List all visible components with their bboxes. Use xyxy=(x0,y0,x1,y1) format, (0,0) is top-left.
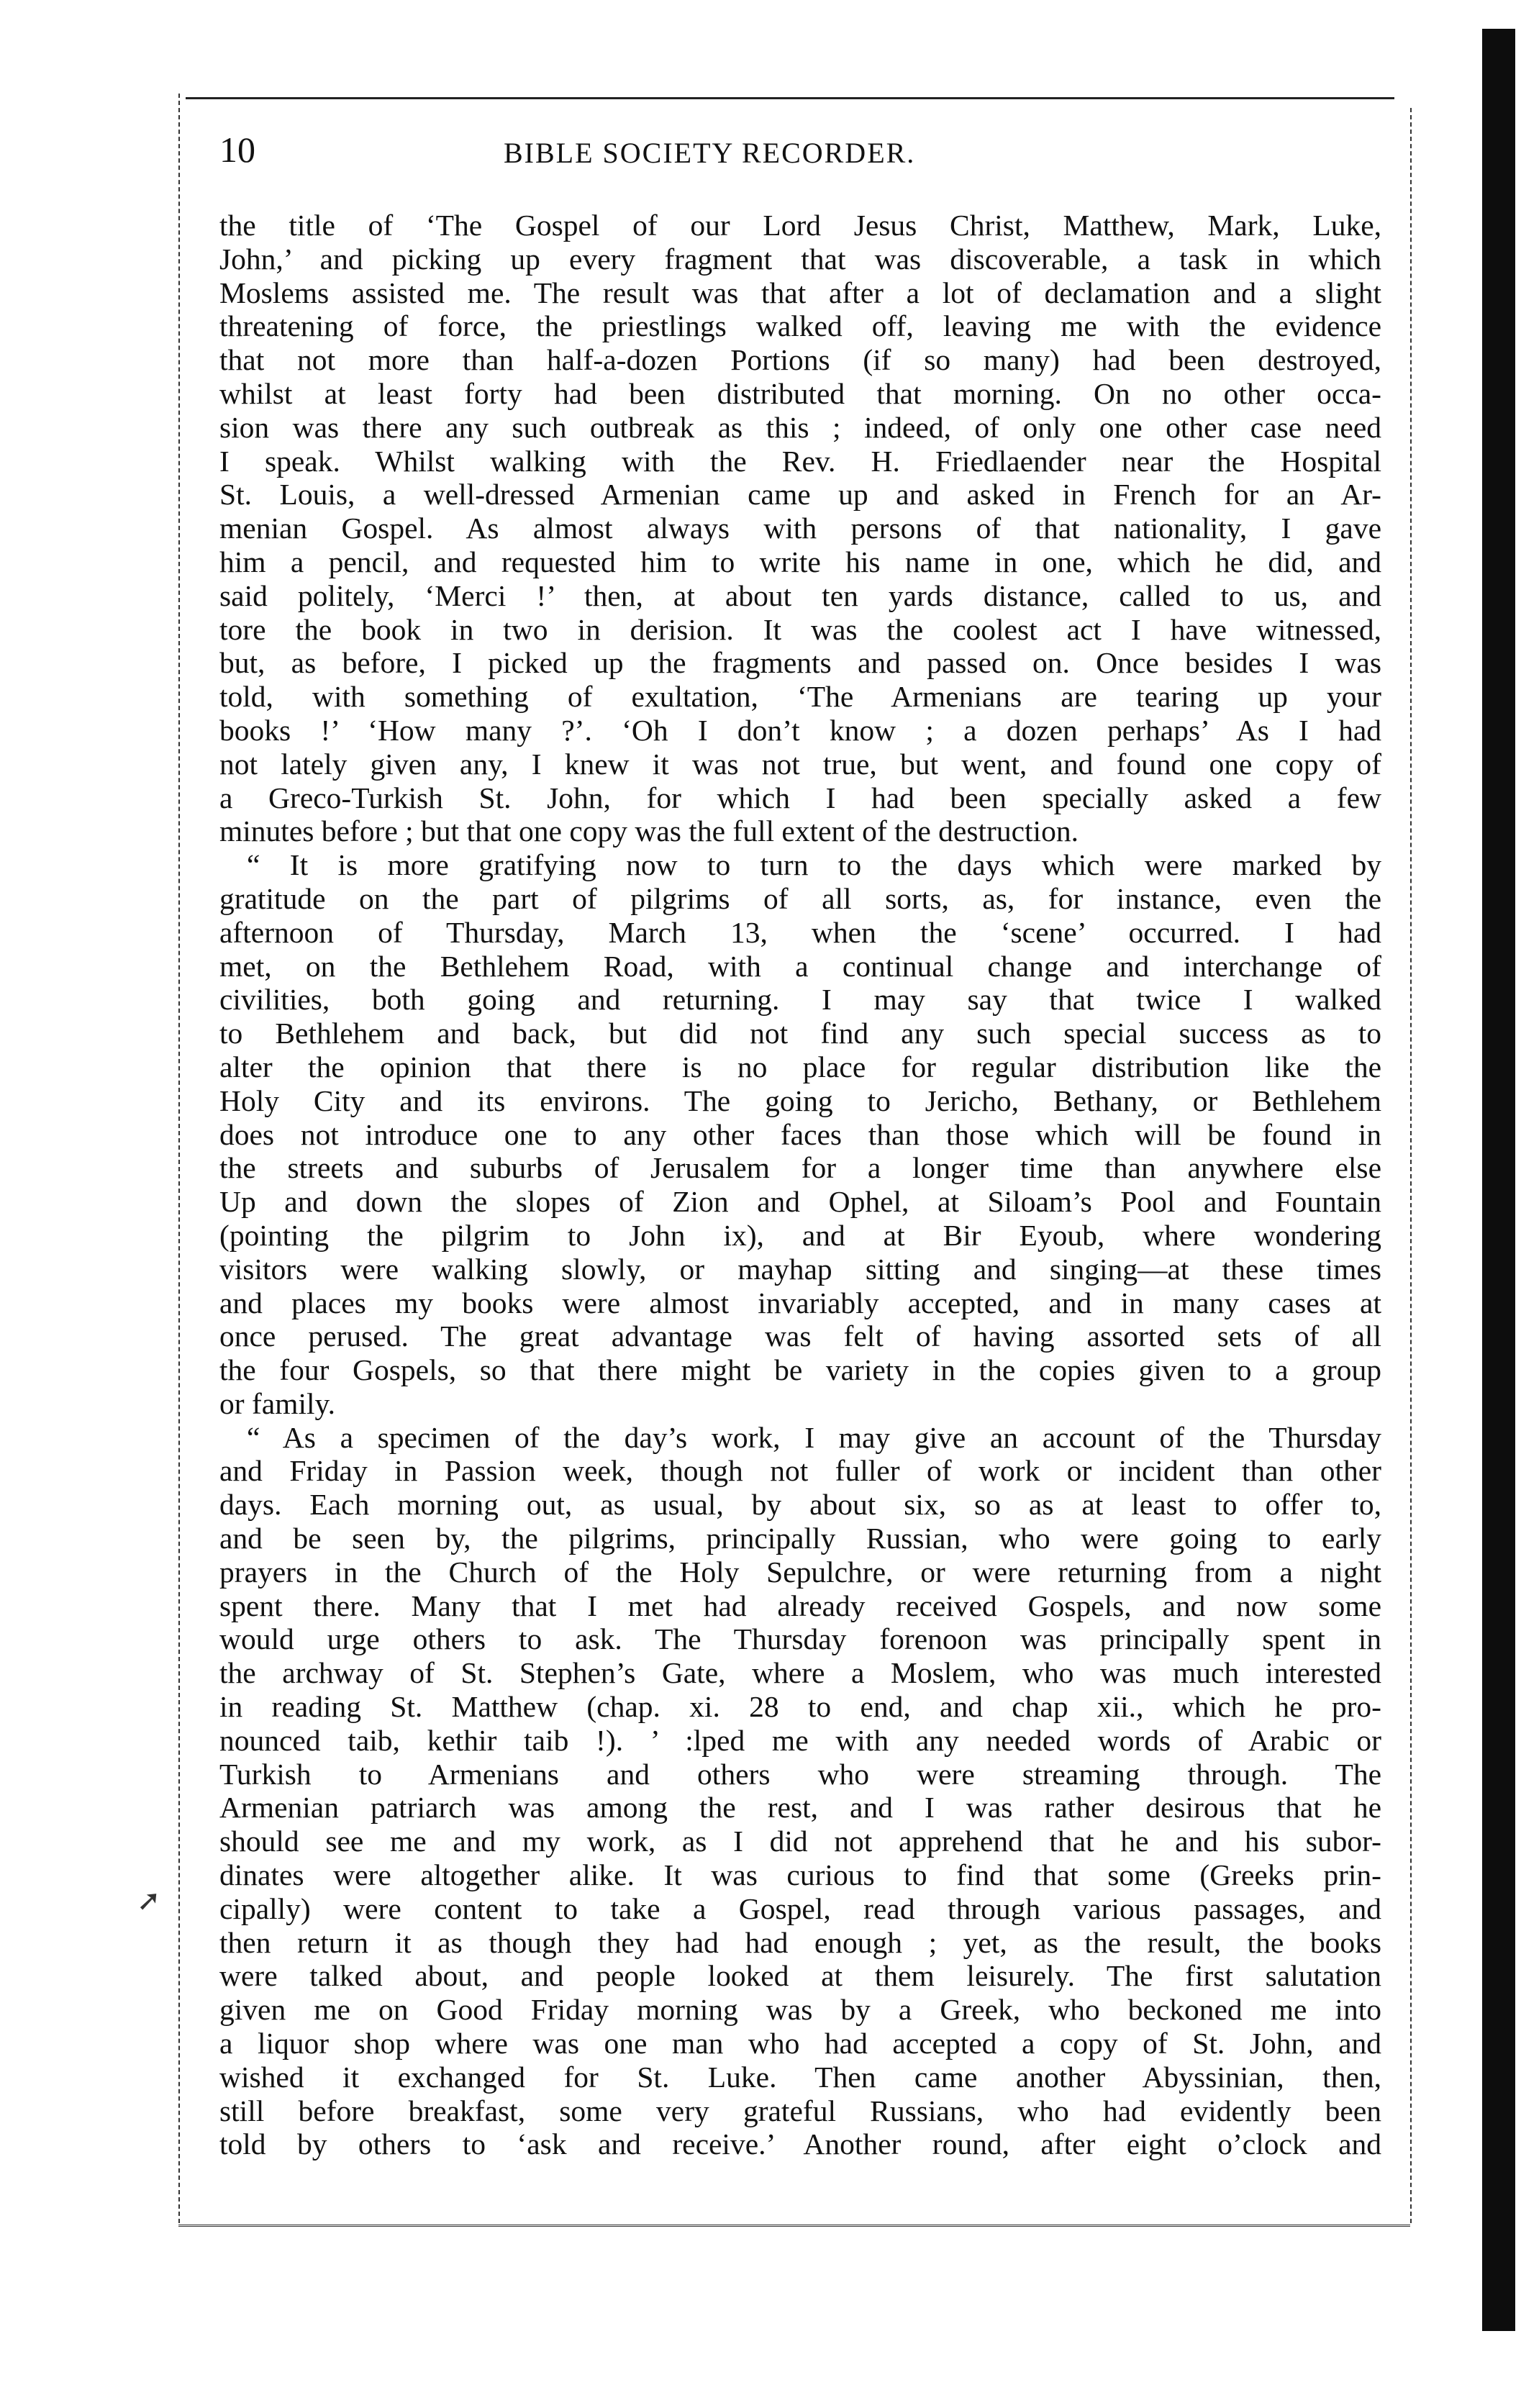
text-line: spent there. Many that I met had already received Gospels, and now some xyxy=(219,1589,1381,1622)
text-line: civilities, both going and returning. I may say that twice I walked xyxy=(219,983,1381,1017)
text-line: gratitude on the part of pilgrims of all sorts, as, for instance, even the xyxy=(219,881,1381,915)
text-line: sion was there any such outbreak as this ; indeed, of only one other case need xyxy=(219,410,1381,444)
footer-rule xyxy=(178,2225,1410,2227)
text-line: a Greco-Turkish St. John, for which I had been specially asked a few xyxy=(219,781,1381,814)
text-line: in reading St. Matthew (chap. xi. 28 to end, and chap xii., which he pro- xyxy=(219,1690,1381,1724)
text-line: Holy City and its environs. The going to Jericho, Bethany, or Bethlehem xyxy=(219,1083,1381,1117)
text-line: threatening of force, the priestlings walked off, leaving me with the evidence xyxy=(219,309,1381,343)
text-line: to Bethlehem and back, but did not find any such special success as to xyxy=(219,1017,1381,1050)
text-line: but, as before, I picked up the fragments and passed on. Once besides I was xyxy=(219,646,1381,680)
body-text xyxy=(219,209,1381,2161)
text-line: (pointing the pilgrim to John ix), and at Bir Eyoub, where wondering xyxy=(219,1218,1381,1252)
text-line: Turkish to Armenians and others who were streaming through. The xyxy=(219,1757,1381,1791)
text-line: once perused. The great advantage was felt of having assorted sets of all xyxy=(219,1319,1381,1353)
right-margin-frame xyxy=(1410,108,1412,2223)
text-line: and places my books were almost invariably accepted, and in many cases at xyxy=(219,1286,1381,1319)
text-line: not lately given any, I knew it was not true, but went, and found one copy of xyxy=(219,747,1381,781)
text-line: said politely, ‘Merci !’ then, at about ten yards distance, called to us, and xyxy=(219,578,1381,612)
text-line: then return it as though they had had enough ; yet, as the result, the books xyxy=(219,1925,1381,1959)
text-line: books !’ ‘How many ?’. ‘Oh I don’t know ; a dozen perhaps’ As I had xyxy=(219,713,1381,747)
page-edge-shadow xyxy=(1482,29,1515,2331)
text-line: days. Each morning out, as usual, by about six, so as at least to offer to, xyxy=(219,1488,1381,1522)
text-line: the four Gospels, so that there might be variety in the copies given to a group xyxy=(219,1353,1381,1387)
text-line: wished it exchanged for St. Luke. Then came another Abyssinian, then, xyxy=(219,2060,1381,2094)
text-line: visitors were walking slowly, or mayhap sitting and singing—at these times xyxy=(219,1252,1381,1286)
text-line: alter the opinion that there is no place for regular distribution like the xyxy=(219,1050,1381,1083)
text-line: the streets and suburbs of Jerusalem for a longer time than anywhere else xyxy=(219,1151,1381,1185)
text-line: would urge others to ask. The Thursday forenoon was principally spent in xyxy=(219,1622,1381,1656)
text-line: that not more than half-a-dozen Portions (if so many) had been destroyed, xyxy=(219,343,1381,377)
text-line: the title of ‘The Gospel of our Lord Jesus Christ, Matthew, Mark, Luke, xyxy=(219,209,1381,242)
left-margin-frame xyxy=(178,94,180,2223)
text-line: him a pencil, and requested him to write his name in one, which he did, and xyxy=(219,545,1381,578)
text-line: Up and down the slopes of Zion and Ophel, at Siloam’s Pool and Fountain xyxy=(219,1185,1381,1219)
text-line: Moslems assisted me. The result was that after a lot of declamation and a slight xyxy=(219,276,1381,309)
page-number: 10 xyxy=(219,130,255,170)
text-line: tore the book in two in derision. It was the coolest act I have witnessed, xyxy=(219,612,1381,646)
text-line: told by others to ‘ask and receive.’ Another round, after eight o’clock and xyxy=(219,2127,1381,2161)
text-line: met, on the Bethlehem Road, with a continual change and interchange of xyxy=(219,949,1381,983)
running-head: BIBLE SOCIETY RECORDER. xyxy=(504,137,916,169)
text-line: I speak. Whilst walking with the Rev. H. Friedlaender near the Hospital xyxy=(219,444,1381,478)
text-line: St. Louis, a well-dressed Armenian came up and asked in French for an Ar- xyxy=(219,478,1381,512)
text-line: Armenian patriarch was among the rest, and I was rather desirous that he xyxy=(219,1791,1381,1825)
text-line: dinates were altogether alike. It was curious to find that some (Greeks prin- xyxy=(219,1858,1381,1892)
text-line: or family. xyxy=(219,1386,335,1420)
text-line: and Friday in Passion week, though not fuller of work or incident than other xyxy=(219,1454,1381,1488)
text-line: were talked about, and people looked at them leisurely. The first salutation xyxy=(219,1959,1381,1993)
text-line: nounced taib, kethir taib !). ’ :lped me with any needed words of Arabic or xyxy=(219,1723,1381,1757)
text-line: does not introduce one to any other faces than those which will be found in xyxy=(219,1117,1381,1151)
text-line: “ As a specimen of the day’s work, I may give an account of the Thursday xyxy=(247,1420,1381,1454)
text-line: told, with something of exultation, ‘The Armenians are tearing up your xyxy=(219,680,1381,714)
text-line: given me on Good Friday morning was by a Greek, who beckoned me into xyxy=(219,1993,1381,2027)
text-line: menian Gospel. As almost always with persons of that nationality, I gave xyxy=(219,512,1381,545)
header-rule xyxy=(186,97,1394,99)
text-line: prayers in the Church of the Holy Sepulchre, or were returning from a night xyxy=(219,1555,1381,1589)
text-line: John,’ and picking up every fragment that was discoverable, a task in which xyxy=(219,242,1381,276)
text-line: afternoon of Thursday, March 13, when the ‘scene’ occurred. I had xyxy=(219,915,1381,949)
text-line: still before breakfast, some very grateful Russians, who had evidently been xyxy=(219,2094,1381,2127)
text-line: minutes before ; but that one copy was the full extent of the destruction. xyxy=(219,814,1079,848)
text-line: the archway of St. Stephen’s Gate, where a Moslem, who was much interested xyxy=(219,1656,1381,1690)
text-line: “ It is more gratifying now to turn to the days which were marked by xyxy=(247,848,1381,882)
text-line: and be seen by, the pilgrims, principally Russian, who were going to early xyxy=(219,1522,1381,1555)
margin-mark: ➚ xyxy=(137,1884,161,1917)
text-line: cipally) were content to take a Gospel, read through various passages, and xyxy=(219,1891,1381,1925)
text-line: a liquor shop where was one man who had accepted a copy of St. John, and xyxy=(219,2027,1381,2061)
text-line: should see me and my work, as I did not apprehend that he and his subor- xyxy=(219,1825,1381,1858)
text-line: whilst at least forty had been distributed that morning. On no other occa- xyxy=(219,376,1381,410)
